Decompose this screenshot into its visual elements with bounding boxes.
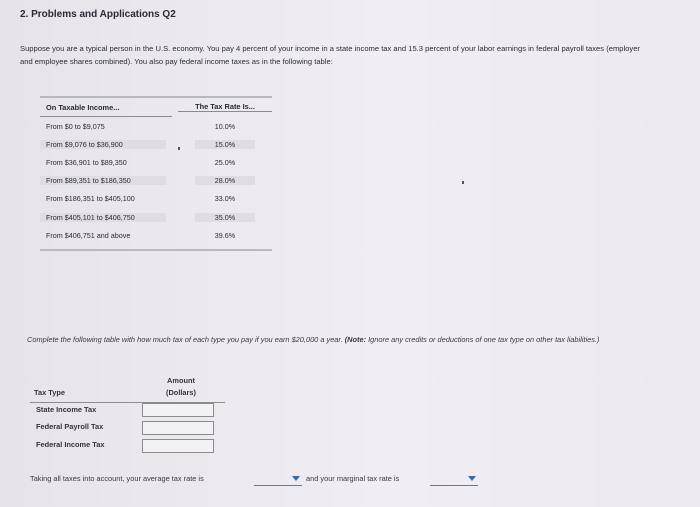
- federal-income-tax-input[interactable]: [142, 439, 214, 453]
- average-tax-rate-dropdown[interactable]: [254, 474, 302, 486]
- income-range: From $405,101 to $406,750: [40, 213, 166, 222]
- summary-text-marginal: and your marginal tax rate is: [306, 474, 400, 483]
- income-range: From $36,901 to $89,350: [46, 157, 127, 167]
- table-header-row: [40, 98, 272, 116]
- dropdown-arrow-icon: [292, 476, 300, 481]
- marginal-tax-rate-dropdown[interactable]: [430, 474, 478, 486]
- instructions: [27, 333, 657, 347]
- tax-rate: 33.0%: [214, 194, 236, 204]
- state-income-tax-input[interactable]: [142, 403, 214, 417]
- table-row: [40, 135, 272, 153]
- state-income-tax-label: State Income Tax: [36, 405, 97, 414]
- tax-rate: 35.0%: [195, 213, 255, 222]
- col-header-tax-rate: The Tax Rate Is...: [178, 102, 272, 112]
- tax-type-header: Tax Type: [34, 388, 65, 397]
- tax-rate: 10.0%: [214, 121, 236, 131]
- table-bottom-rule: [40, 249, 272, 251]
- tax-rate-table: [40, 96, 272, 251]
- federal-payroll-tax-label: Federal Payroll Tax: [36, 422, 104, 431]
- table-row: [40, 208, 272, 226]
- stray-mark: [462, 181, 464, 184]
- table-row: [40, 117, 272, 135]
- income-range: From $0 to $9,075: [46, 121, 105, 131]
- income-range: From $9,076 to $36,900: [40, 140, 166, 149]
- table-row: [40, 153, 272, 171]
- federal-payroll-tax-input[interactable]: [142, 421, 214, 435]
- amount-header: [150, 375, 212, 399]
- summary-text-average: Taking all taxes into account, your average tax rate is: [30, 474, 204, 483]
- tax-rate: 25.0%: [214, 157, 236, 167]
- tax-rate: 39.6%: [214, 230, 236, 240]
- note-label: (Note:: [344, 335, 367, 344]
- problem-title: 2. Problems and Applications Q2: [20, 9, 176, 20]
- col-header-taxable-income: On Taxable Income...: [46, 102, 120, 112]
- table-row: [40, 190, 272, 208]
- amount-header-line2: (Dollars): [166, 388, 196, 397]
- federal-income-tax-label: Federal Income Tax: [36, 440, 105, 449]
- note-text: Ignore any credits or deductions of one tax type on other tax liabilities.): [366, 335, 600, 344]
- tax-rate: 15.0%: [195, 140, 255, 149]
- income-range: From $186,351 to $405,100: [46, 194, 135, 204]
- dropdown-arrow-icon: [468, 476, 476, 481]
- table-row: [40, 226, 272, 244]
- amount-header-line1: Amount: [167, 376, 195, 385]
- problem-intro: Suppose you are a typical person in the U.S. economy. You pay 4 percent of your income in a state income tax and 15.3 percent of your labor earnings in federal payroll taxes (employer and employee shares combined). You also pay federal income taxes as in the following table:: [20, 44, 640, 66]
- income-range: From $89,351 to $186,350: [40, 176, 166, 185]
- instructions-text: Complete the following table with how much tax of each type you pay if you earn $20,000 a year.: [27, 335, 345, 344]
- income-range: From $406,751 and above: [46, 230, 131, 240]
- table-row: [40, 172, 272, 190]
- stray-mark: [178, 147, 180, 150]
- tax-rate: 28.0%: [195, 176, 255, 185]
